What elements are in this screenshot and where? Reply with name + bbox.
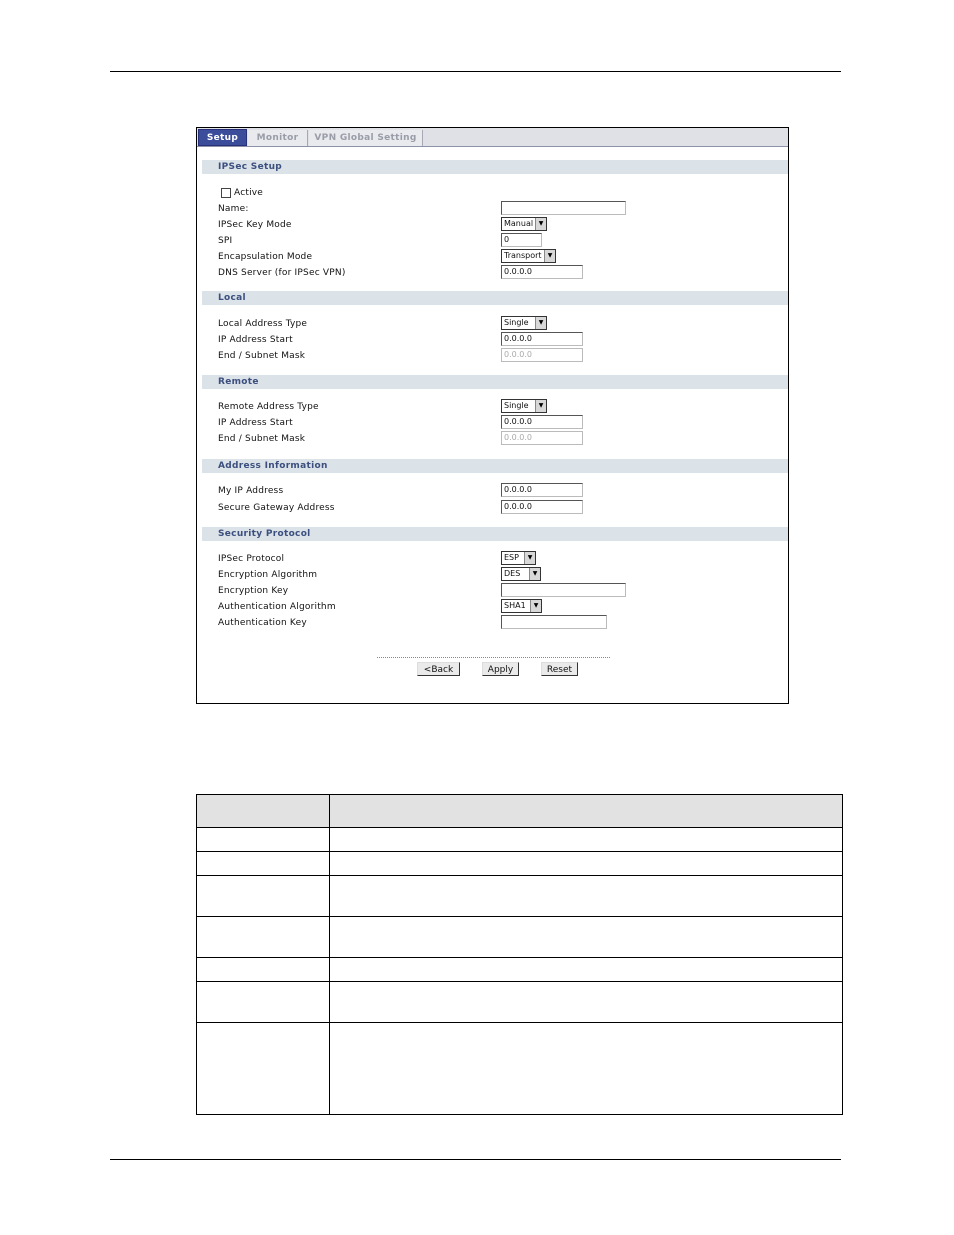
vpn-setup-window bbox=[196, 127, 789, 704]
authentication-algorithm-select[interactable] bbox=[501, 599, 542, 613]
tab-vpn-global-setting[interactable]: VPN Global Setting bbox=[309, 130, 423, 146]
chevron-down-icon: ▼ bbox=[535, 317, 546, 329]
chevron-down-icon: ▼ bbox=[524, 552, 535, 564]
table-cell bbox=[197, 982, 330, 1023]
table-cell bbox=[330, 917, 843, 958]
chevron-down-icon: ▼ bbox=[535, 400, 546, 412]
chevron-down-icon: ▼ bbox=[544, 250, 555, 262]
authentication-algorithm-label: Authentication Algorithm bbox=[218, 602, 336, 612]
chevron-down-icon: ▼ bbox=[530, 600, 541, 612]
authentication-key-input[interactable] bbox=[501, 615, 607, 629]
local-end-label: End / Subnet Mask bbox=[218, 351, 306, 361]
active-checkbox[interactable] bbox=[221, 188, 231, 198]
local-start-input[interactable]: 0.0.0.0 bbox=[501, 332, 583, 346]
back-button[interactable]: <Back bbox=[417, 662, 460, 676]
local-type-label: Local Address Type bbox=[218, 319, 308, 329]
name-label: Name: bbox=[218, 204, 249, 214]
key-mode-value: Manual bbox=[504, 219, 534, 228]
button-divider bbox=[377, 657, 610, 658]
table-header-cell bbox=[197, 795, 330, 828]
table-cell bbox=[197, 876, 330, 917]
key-mode-label: IPSec Key Mode bbox=[218, 220, 292, 230]
local-end-input: 0.0.0.0 bbox=[501, 348, 583, 362]
table-cell bbox=[330, 958, 843, 982]
ipsec-protocol-label: IPSec Protocol bbox=[218, 554, 285, 564]
table-cell bbox=[330, 1023, 843, 1115]
encryption-key-input[interactable] bbox=[501, 583, 626, 597]
table-cell bbox=[197, 828, 330, 852]
chevron-down-icon: ▼ bbox=[535, 218, 546, 230]
table-cell bbox=[330, 876, 843, 917]
table-cell bbox=[330, 852, 843, 876]
ipsec-protocol-select[interactable] bbox=[501, 551, 536, 565]
table-cell bbox=[330, 982, 843, 1023]
chevron-down-icon: ▼ bbox=[529, 568, 540, 580]
encryption-key-label: Encryption Key bbox=[218, 586, 289, 596]
local-type-select[interactable] bbox=[501, 316, 547, 330]
spi-label: SPI bbox=[218, 236, 233, 246]
tab-monitor[interactable]: Monitor bbox=[248, 130, 308, 146]
apply-button[interactable]: Apply bbox=[482, 662, 519, 676]
encryption-algorithm-value: DES bbox=[504, 569, 521, 578]
table-row bbox=[197, 1023, 843, 1115]
encryption-algorithm-select[interactable] bbox=[501, 567, 541, 581]
table-cell bbox=[197, 917, 330, 958]
table-header-cell bbox=[330, 795, 843, 828]
authentication-algorithm-value: SHA1 bbox=[504, 601, 526, 610]
reset-button[interactable]: Reset bbox=[541, 662, 578, 676]
remote-end-label: End / Subnet Mask bbox=[218, 434, 306, 444]
table-row bbox=[197, 828, 843, 852]
table-cell bbox=[197, 1023, 330, 1115]
remote-type-value: Single bbox=[504, 401, 529, 410]
dns-label: DNS Server (for IPSec VPN) bbox=[218, 268, 346, 278]
encapsulation-value: Transport bbox=[504, 251, 542, 260]
encapsulation-select[interactable] bbox=[501, 249, 556, 263]
table-row bbox=[197, 917, 843, 958]
section-local: Local bbox=[202, 291, 788, 305]
dns-input[interactable]: 0.0.0.0 bbox=[501, 265, 583, 279]
remote-end-input: 0.0.0.0 bbox=[501, 431, 583, 445]
table-cell bbox=[330, 828, 843, 852]
table-cell bbox=[197, 852, 330, 876]
my-ip-label: My IP Address bbox=[218, 486, 284, 496]
table-row bbox=[197, 958, 843, 982]
local-type-value: Single bbox=[504, 318, 529, 327]
table-row bbox=[197, 876, 843, 917]
section-ipsec-setup: IPSec Setup bbox=[202, 160, 788, 174]
remote-type-select[interactable] bbox=[501, 399, 547, 413]
remote-start-label: IP Address Start bbox=[218, 418, 293, 428]
active-label: Active bbox=[234, 188, 264, 198]
tab-bar bbox=[197, 128, 788, 147]
gateway-label: Secure Gateway Address bbox=[218, 503, 335, 513]
section-address-information: Address Information bbox=[202, 459, 788, 473]
footer-rule bbox=[110, 1159, 841, 1160]
key-mode-select[interactable] bbox=[501, 217, 547, 231]
spi-input[interactable]: 0 bbox=[501, 233, 542, 247]
remote-start-input[interactable]: 0.0.0.0 bbox=[501, 415, 583, 429]
table-cell bbox=[197, 958, 330, 982]
header-rule bbox=[110, 71, 841, 72]
gateway-input[interactable]: 0.0.0.0 bbox=[501, 500, 583, 514]
encapsulation-label: Encapsulation Mode bbox=[218, 252, 313, 262]
remote-type-label: Remote Address Type bbox=[218, 402, 319, 412]
section-remote: Remote bbox=[202, 375, 788, 389]
ipsec-protocol-value: ESP bbox=[504, 553, 519, 562]
table-header-row bbox=[197, 795, 843, 828]
field-description-table bbox=[196, 794, 843, 1115]
name-input[interactable] bbox=[501, 201, 626, 215]
local-start-label: IP Address Start bbox=[218, 335, 293, 345]
authentication-key-label: Authentication Key bbox=[218, 618, 307, 628]
tab-setup[interactable]: Setup bbox=[198, 129, 247, 146]
section-security-protocol: Security Protocol bbox=[202, 527, 788, 541]
encryption-algorithm-label: Encryption Algorithm bbox=[218, 570, 318, 580]
my-ip-input[interactable]: 0.0.0.0 bbox=[501, 483, 583, 497]
table-row bbox=[197, 982, 843, 1023]
table-row bbox=[197, 852, 843, 876]
